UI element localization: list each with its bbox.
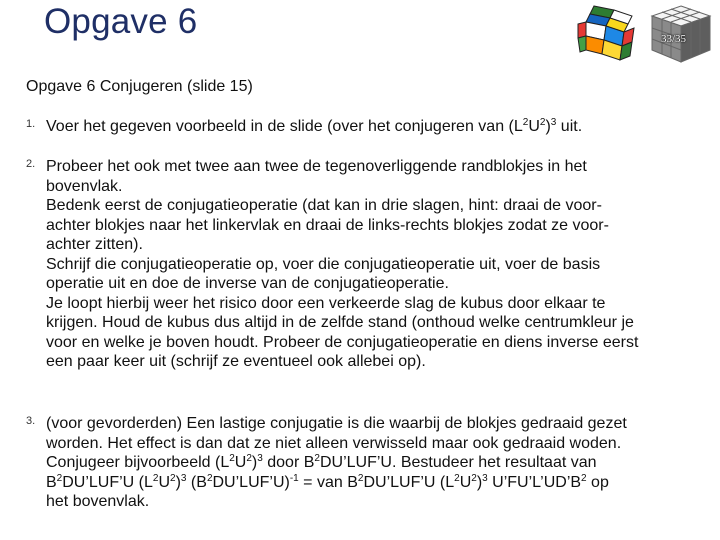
text-line: worden. Het effect is dan dat ze niet alleen verwisseld maar ook gedraaid woden.	[46, 434, 622, 452]
item-text	[46, 157, 716, 372]
superscript: 2	[170, 472, 176, 484]
text-line: (voor gevorderden) Een lastige conjugatie is die waarbij de blokjes gedraaid gezet	[46, 415, 627, 432]
superscript: 2	[229, 453, 235, 464]
rubiks-cube-color-icon	[574, 4, 638, 66]
text-line: Bedenk eerst de conjugatieoperatie (dat kan in drie slagen, hint: draai de voor-	[46, 197, 602, 214]
superscript: 3	[180, 472, 187, 484]
superscript: -1	[289, 472, 299, 484]
superscript: 2	[522, 117, 529, 128]
text-line: Voer het gegeven voorbeeld in de slide (over het conjugeren van $(L^2U^2)^3$ uit.	[46, 117, 583, 135]
text-line: $B^2DU’LUF’U$ $(L^2U^2)^3$ $(B^2DU’LUF’U)^{-1}$ = van $B^2DU’LUF’U$ $(L^2U^2)^3$ $U’FU’L’UD’B^2$ op	[46, 472, 609, 491]
slide-number: 33/35	[661, 33, 687, 45]
superscript: 2	[206, 472, 213, 484]
superscript: 2	[539, 117, 546, 128]
item-number: 2.	[26, 158, 36, 170]
item-number: 1.	[26, 118, 36, 130]
superscript: 3	[550, 117, 557, 128]
item-number: 3.	[26, 415, 36, 427]
text-line: achter zitten).	[46, 236, 143, 253]
superscript: 2	[454, 472, 460, 484]
superscript: 3	[257, 453, 263, 464]
item-text	[46, 414, 716, 512]
text-line: het bovenvlak.	[46, 493, 150, 510]
superscript: 2	[471, 472, 477, 484]
superscript: 3	[482, 472, 488, 484]
text-line: een paar keer uit (schrijf ze eventueel ook allebei op).	[46, 353, 426, 370]
slide-title: Opgave 6	[44, 2, 198, 41]
superscript: 2	[581, 472, 587, 484]
text-line: Schrijf die conjugatieoperatie op, voer die conjugatieoperatie uit, voer de basis	[46, 255, 601, 273]
text-line: Probeer het ook met twee aan twee de tegenoverliggende randblokjes in het	[46, 158, 587, 175]
superscript: 2	[357, 472, 364, 484]
superscript: 2	[314, 453, 320, 464]
text-line: voor en welke je boven houdt. Probeer de conjugatieoperatie en diens inverse eerst	[46, 333, 639, 351]
superscript: 2	[56, 472, 63, 484]
text-line: bovenvlak.	[46, 177, 123, 195]
superscript: 2	[246, 453, 252, 464]
text-line: operatie uit en doe de inverse van de conjugatieoperatie.	[46, 275, 449, 292]
text-line: achter blokjes naar het linkervlak en draai de links-rechts blokjes zodat ze voor-	[46, 216, 609, 234]
slide-subtitle: Opgave 6 Conjugeren (slide 15)	[26, 78, 253, 95]
text-line: krijgen. Houd de kubus dus altijd in de zelfde stand (onthoud welke centrumkleur je	[46, 314, 634, 331]
text-line: Conjugeer bijvoorbeeld $(L^2U^2)^3$ door $B^2DU’LUF’U$. Bestudeer het resultaat van	[46, 453, 597, 471]
item-text	[46, 117, 716, 137]
text-line: Je loopt hierbij weer het risico door een verkeerde slag de kubus door elkaar te	[46, 294, 606, 312]
superscript: 2	[152, 472, 159, 484]
